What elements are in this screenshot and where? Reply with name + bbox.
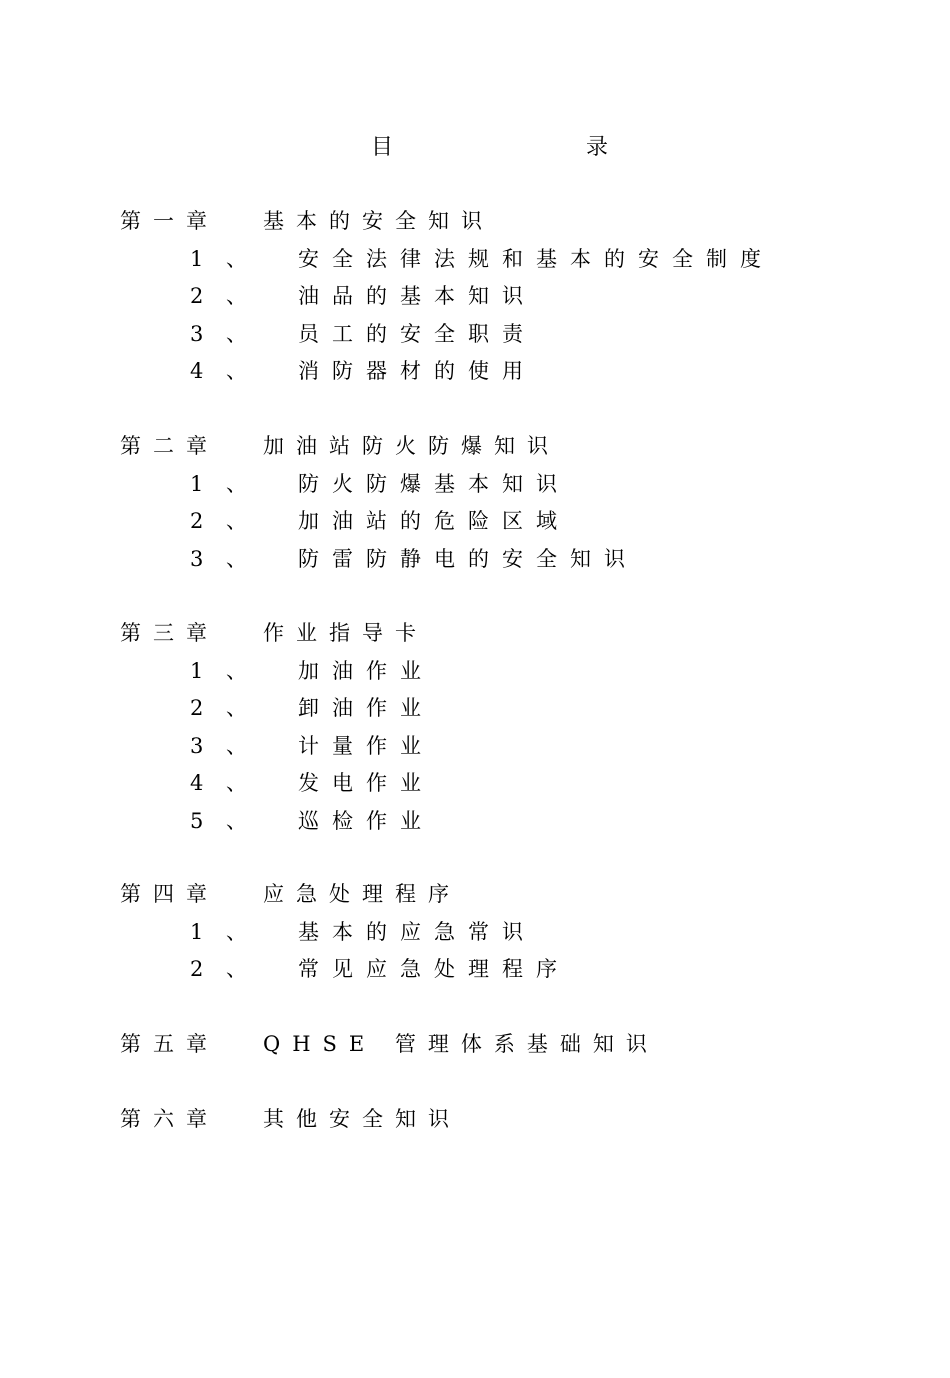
toc-item-title: 员工的安全职责 [298,321,536,346]
toc-item-title: 加油作业 [298,658,434,683]
toc-item [190,803,890,839]
toc-item-title: 安全法律法规和基本的安全制度 [298,246,774,271]
toc-item-number: 2 [190,509,204,533]
toc-item-title: 油品的基本知识 [298,284,536,308]
toc-item-title: 巡检作业 [298,808,434,833]
toc-item-separator: 、 [226,471,247,496]
toc-item-separator: 、 [226,696,247,720]
toc-item-separator: 、 [226,771,247,795]
toc-item [190,278,890,314]
chapter-title: 加油站防火防爆知识 [263,434,560,458]
toc-item-number: 1 [190,658,204,683]
chapter-heading [120,876,920,912]
toc-item-number: 3 [190,733,204,758]
toc-item [190,765,890,801]
toc-item-number: 4 [190,359,204,383]
chapter-title: 应急处理程序 [263,882,461,906]
toc-title-part2: 录 [586,135,609,160]
toc-item [190,914,890,950]
toc-item-separator: 、 [226,733,247,758]
chapter-label: 第四章 [120,882,219,906]
toc-item-title: 防雷防静电的安全知识 [298,546,638,571]
toc-item-number: 4 [190,771,204,795]
toc-item [190,690,890,726]
chapter-heading [120,1101,920,1137]
toc-item-title: 防火防爆基本知识 [298,471,570,496]
toc-item [190,466,890,502]
toc-item [190,503,890,539]
toc-item-number: 1 [190,919,204,944]
toc-item [190,241,890,277]
toc-item-separator: 、 [226,658,247,683]
toc-item-number: 2 [190,696,204,720]
toc-item-separator: 、 [226,359,247,383]
toc-item-title: 加油站的危险区域 [298,509,570,533]
chapter-heading [120,203,920,239]
toc-item-number: 1 [190,246,204,271]
toc-item-separator: 、 [226,546,247,571]
chapter-title: 其他安全知识 [263,1107,461,1131]
chapter-heading [120,615,920,651]
toc-item-separator: 、 [226,284,247,308]
toc-item [190,951,890,987]
toc-item [190,653,890,689]
toc-item-separator: 、 [226,509,247,533]
toc-item-title: 常见应急处理程序 [298,957,570,981]
toc-item-number: 3 [190,546,204,571]
toc-item-number: 1 [190,471,204,496]
chapter-label: 第三章 [120,621,219,645]
toc-item-separator: 、 [226,919,247,944]
toc-item-title: 卸油作业 [298,696,434,720]
chapter-heading [120,1026,920,1062]
chapter-title: 作业指导卡 [263,621,428,645]
chapter-label: 第六章 [120,1107,219,1131]
toc-item-number: 3 [190,321,204,346]
toc-item-separator: 、 [226,321,247,346]
toc-item [190,316,890,352]
toc-item [190,728,890,764]
toc-item-title: 基本的应急常识 [298,919,536,944]
toc-item-separator: 、 [226,246,247,271]
toc-item-separator: 、 [226,808,247,833]
toc-item-title: 发电作业 [298,771,434,795]
toc-item-title: 消防器材的使用 [298,359,536,383]
chapter-heading [120,428,920,464]
chapter-label: 第一章 [120,209,219,233]
chapter-label: 第二章 [120,434,219,458]
chapter-title: 基本的安全知识 [263,209,494,233]
toc-title-part1: 目 [371,135,394,160]
toc-item-number: 5 [190,808,204,833]
toc-item-number: 2 [190,284,204,308]
chapter-title: QHSE 管理体系基础知识 [263,1032,659,1056]
toc-title [0,130,950,164]
toc-item-title: 计量作业 [298,733,434,758]
toc-item-number: 2 [190,957,204,981]
toc-item [190,353,890,389]
toc-item [190,541,890,577]
chapter-label: 第五章 [120,1032,219,1056]
toc-item-separator: 、 [226,957,247,981]
